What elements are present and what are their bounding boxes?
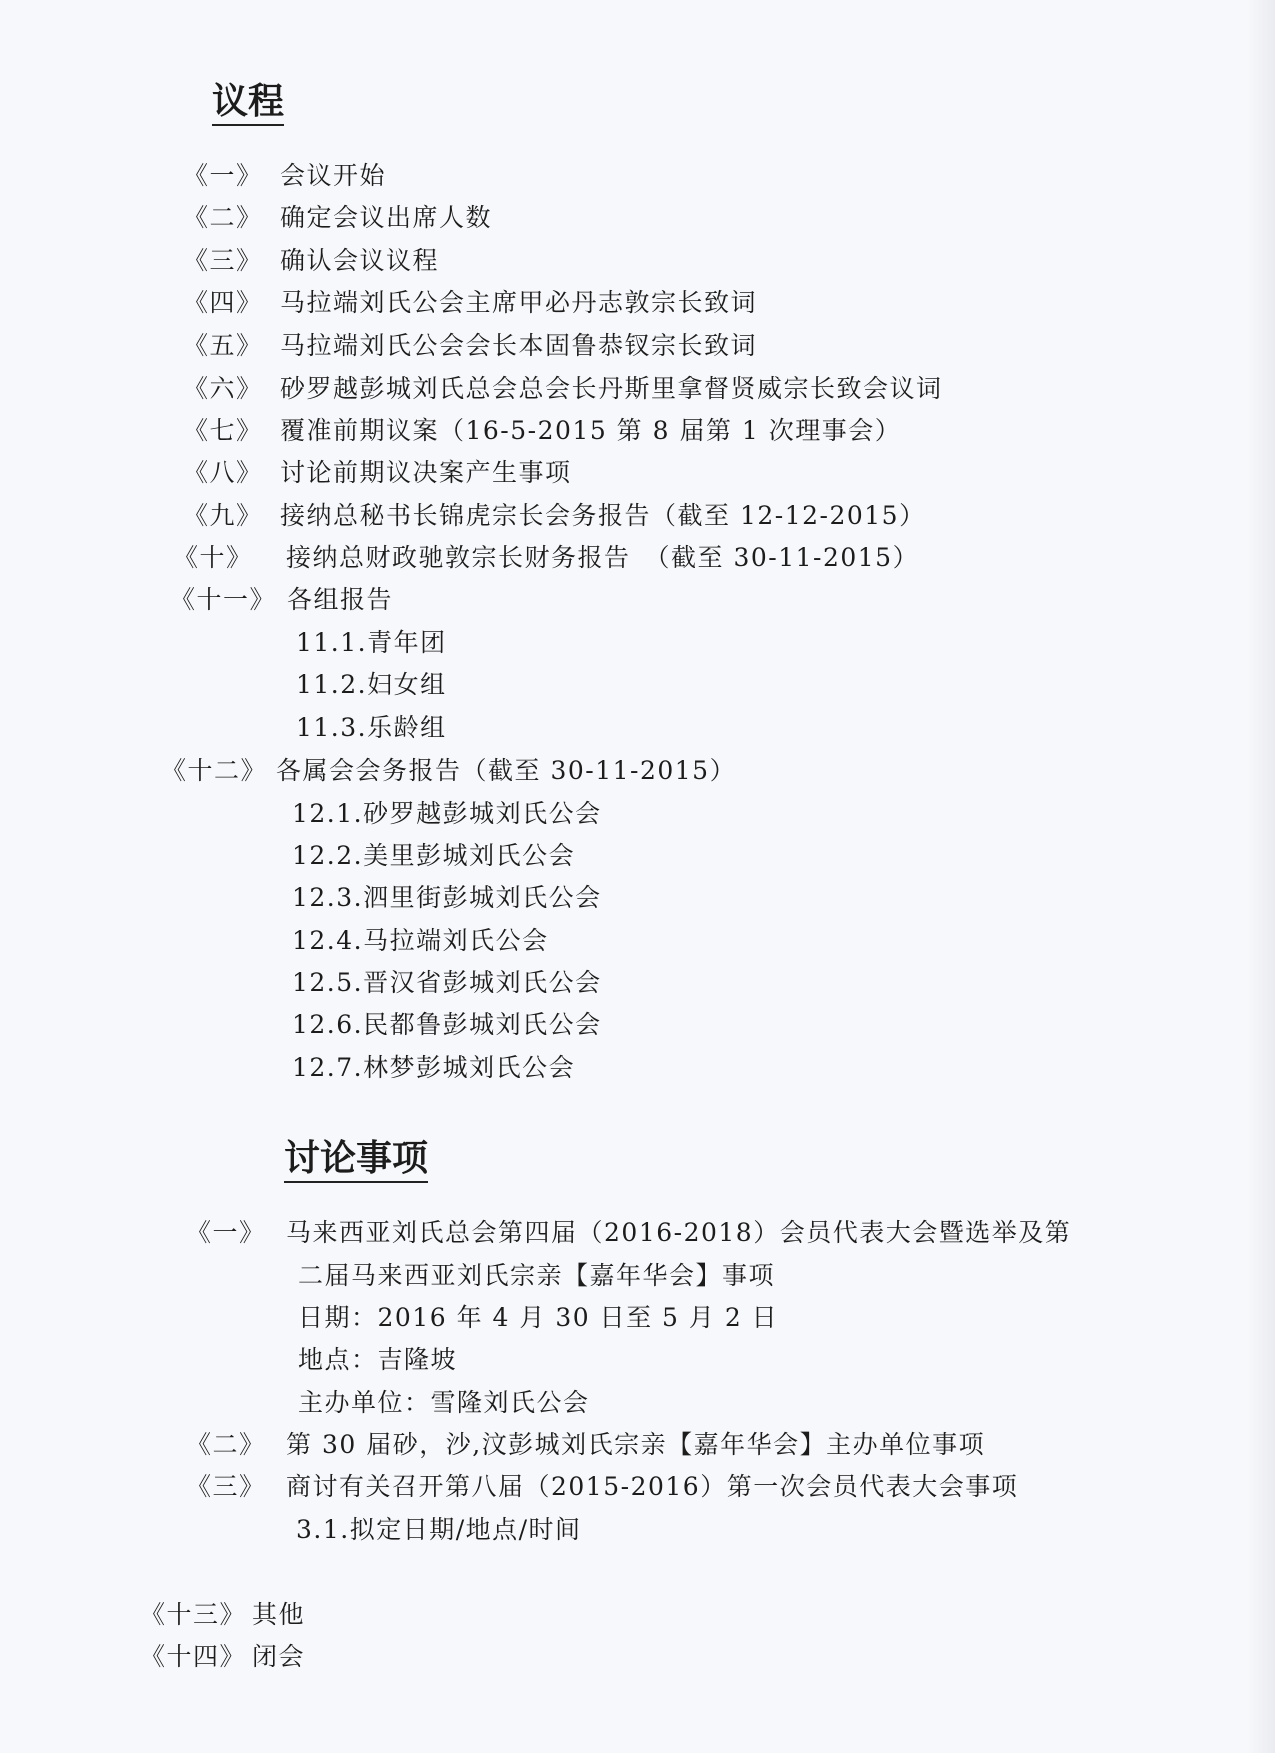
agenda-heading: 议程	[212, 82, 284, 126]
item-number: 《十二》	[161, 756, 268, 785]
item-text: 确定会议出席人数	[280, 203, 493, 232]
discussion-item-1-line-2: 二届马来西亚刘氏宗亲【嘉年华会】事项	[298, 1261, 776, 1290]
item-text: 马拉端刘氏公会主席甲必丹志敦宗长致词	[280, 288, 758, 317]
branch-report-item: 12.1.砂罗越彭城刘氏公会	[292, 799, 602, 828]
item-number: 《三》	[186, 1472, 266, 1501]
item-number: 《一》	[183, 161, 263, 190]
item-number: 《一》	[186, 1218, 266, 1247]
group-report-item: 11.2.妇女组	[296, 670, 447, 699]
item-text: 其他	[252, 1600, 306, 1629]
branch-report-item: 12.2.美里彭城刘氏公会	[292, 841, 576, 870]
item-number: 《三》	[183, 246, 263, 275]
item-number: 《十》	[173, 543, 253, 572]
item-text: 会议开始	[280, 161, 387, 190]
branch-report-item: 12.5.晋汉省彭城刘氏公会	[292, 968, 602, 997]
group-report-item: 11.3.乐龄组	[296, 713, 447, 742]
discussion-item-3-sub: 3.1.拟定日期/地点/时间	[296, 1515, 582, 1544]
item-text: 覆准前期议案（16-5-2015 第 8 届第 1 次理事会）	[280, 416, 902, 445]
group-report-item: 11.1.青年团	[296, 628, 447, 657]
item-text: 各属会会务报告（截至 30-11-2015）	[276, 756, 737, 785]
item-text: 各组报告	[287, 585, 394, 614]
item-text: 马拉端刘氏公会会长本固鲁恭钗宗长致词	[280, 331, 758, 360]
branch-report-item: 12.4.马拉端刘氏公会	[292, 926, 549, 955]
item-number: 《二》	[186, 1430, 266, 1459]
item-number: 《四》	[183, 288, 263, 317]
item-number: 《十三》	[140, 1600, 247, 1629]
item-text: 接纳总财政驰敦宗长财务报告 （截至 30-11-2015）	[286, 543, 920, 572]
branch-report-item: 12.3.泗里街彭城刘氏公会	[292, 883, 602, 912]
item-text: 砂罗越彭城刘氏总会总会长丹斯里拿督贤威宗长致会议词	[280, 374, 943, 403]
item-text: 确认会议议程	[280, 246, 440, 275]
item-number: 《二》	[183, 203, 263, 232]
item-text: 讨论前期议决案产生事项	[280, 458, 572, 487]
item-text: 第 30 届砂，沙,汶彭城刘氏宗亲【嘉年华会】主办单位事项	[286, 1430, 986, 1459]
item-text: 商讨有关召开第八届（2015-2016）第一次会员代表大会事项	[286, 1472, 1019, 1501]
discussion-heading: 讨论事项	[284, 1139, 428, 1183]
discussion-item-1-date: 日期：2016 年 4 月 30 日至 5 月 2 日	[298, 1303, 779, 1332]
discussion-item-1-venue: 地点：吉隆坡	[298, 1345, 458, 1374]
item-number: 《六》	[183, 374, 263, 403]
branch-report-item: 12.7.林梦彭城刘氏公会	[292, 1053, 576, 1082]
item-number: 《十一》	[170, 585, 277, 614]
item-number: 《十四》	[140, 1642, 247, 1671]
item-text: 闭会	[252, 1642, 306, 1671]
scan-edge-shadow	[1247, 0, 1275, 1753]
item-number: 《五》	[183, 331, 263, 360]
discussion-item-1-organizer: 主办单位：雪隆刘氏公会	[298, 1388, 590, 1417]
item-number: 《七》	[183, 416, 263, 445]
item-text: 马来西亚刘氏总会第四届（2016-2018）会员代表大会暨选举及第	[286, 1218, 1072, 1247]
branch-report-item: 12.6.民都鲁彭城刘氏公会	[292, 1010, 602, 1039]
item-number: 《八》	[183, 458, 263, 487]
item-text: 接纳总秘书长锦虎宗长会务报告（截至 12-12-2015）	[280, 501, 926, 530]
item-number: 《九》	[183, 501, 263, 530]
